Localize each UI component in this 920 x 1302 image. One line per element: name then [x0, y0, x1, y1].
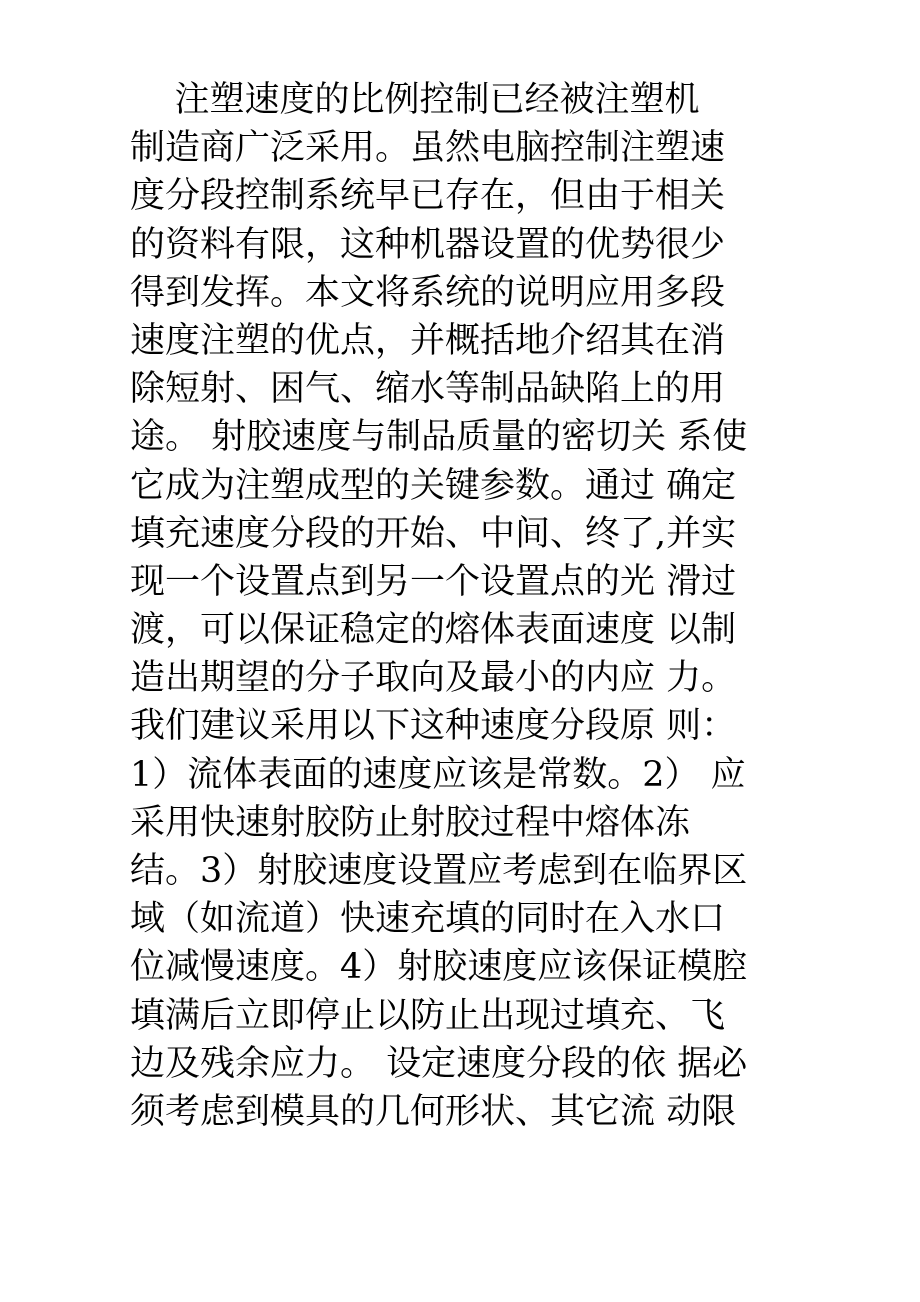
text-line: 采用快速射胶防止射胶过程中熔体冻: [130, 802, 691, 843]
text-line: 边及残余应力。 设定速度分段的依 据必: [130, 1043, 748, 1084]
text-line: 得到发挥。本文将系统的说明应用多段: [130, 272, 726, 313]
text-line: 途。 射胶速度与制品质量的密切关 系使: [130, 417, 748, 458]
text-line: 度分段控制系统早已存在，但由于相关: [130, 176, 726, 217]
text-line: 速度注塑的优点，并概括地介绍其在消: [130, 320, 726, 361]
text-line: 填满后立即停止以防止出现过填充、飞: [130, 995, 726, 1036]
text-line: 它成为注塑成型的关键参数。通过 确定: [130, 465, 737, 506]
text-line: 1）流体表面的速度应该是常数。2） 应: [130, 754, 746, 795]
text-line: 域（如流道）快速充填的同时在入水口: [130, 899, 726, 940]
body-paragraph: [130, 76, 830, 1136]
text-line: 的资料有限，这种机器设置的优势很少: [130, 224, 726, 265]
text-line: 我们建议采用以下这种速度分段原 则：: [130, 706, 737, 747]
text-line: 造出期望的分子取向及最小的内应 力。: [130, 658, 737, 699]
text-line: 除短射、困气、缩水等制品缺陷上的用: [130, 369, 726, 410]
text-line: 注塑速度的比例控制已经被注塑机: [130, 80, 700, 120]
text-line: 制造商广泛采用。虽然电脑控制注塑速: [130, 128, 726, 169]
text-line: 位减慢速度。4）射胶速度应该保证模腔: [130, 947, 748, 988]
text-line: 须考虑到模具的几何形状、其它流 动限: [130, 1091, 737, 1132]
text-line: 填充速度分段的开始、中间、终了,并实: [130, 513, 737, 554]
text-line: 渡，可以保证稳定的熔体表面速度 以制: [130, 610, 737, 651]
text-line: 结。3）射胶速度设置应考虑到在临界区: [130, 851, 748, 891]
text-line: 现一个设置点到另一个设置点的光 滑过: [130, 561, 737, 602]
